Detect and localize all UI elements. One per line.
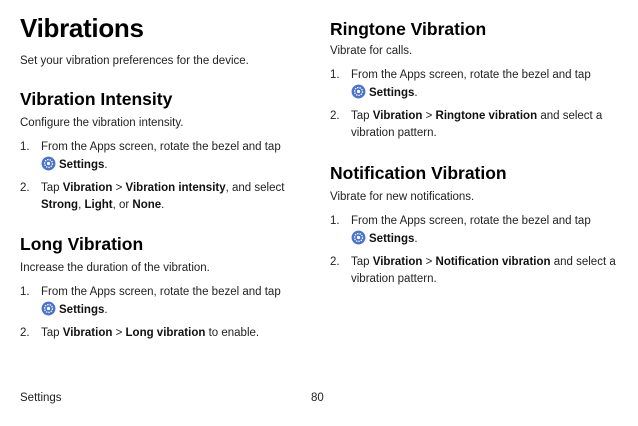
step-list [330, 67, 620, 142]
footer-page-number: 80 [311, 392, 324, 404]
list-item: 1. From the Apps screen, rotate the bezel and tap Settings. [330, 215, 591, 245]
list-item: 1. From the Apps screen, rotate the bezel and tap Settings. [330, 69, 591, 99]
right-column [330, 18, 620, 288]
section-desc: Increase the duration of the vibration. [20, 262, 210, 274]
list-item: 2. Tap Vibration > Long vibration to enable. [20, 327, 260, 339]
page-intro: Set your vibration preferences for the device. [20, 55, 249, 67]
list-item: 1. From the Apps screen, rotate the bezel and tap Settings. [20, 286, 281, 316]
section-heading-notification-vibration: Notification Vibration [330, 163, 507, 183]
settings-gear-icon [41, 301, 56, 316]
settings-gear-icon [351, 230, 366, 245]
page-title: Vibrations [20, 13, 144, 43]
list-item: 2. Tap Vibration > Ringtone vibration and select a vibration pattern. [330, 110, 603, 139]
section-heading-ringtone-vibration: Ringtone Vibration [330, 19, 487, 39]
section-desc: Vibrate for calls. [330, 45, 413, 57]
list-item: 2. Tap Vibration > Vibration intensity, and select Strong, Light, or None. [20, 182, 285, 211]
section-heading-long-vibration: Long Vibration [20, 234, 144, 254]
list-item: 1. From the Apps screen, rotate the bezel and tap Settings. [20, 141, 281, 171]
list-item: 2. Tap Vibration > Notification vibration and select a vibration pattern. [330, 256, 616, 285]
settings-gear-icon [41, 156, 56, 171]
step-list [20, 139, 302, 214]
footer-section-name: Settings [20, 392, 62, 404]
settings-gear-icon [351, 84, 366, 99]
step-list [20, 284, 302, 342]
section-desc: Configure the vibration intensity. [20, 117, 184, 129]
section-desc: Vibrate for new notifications. [330, 191, 475, 203]
step-list [330, 213, 620, 288]
left-column [20, 12, 302, 342]
section-heading-vibration-intensity: Vibration Intensity [20, 89, 173, 109]
